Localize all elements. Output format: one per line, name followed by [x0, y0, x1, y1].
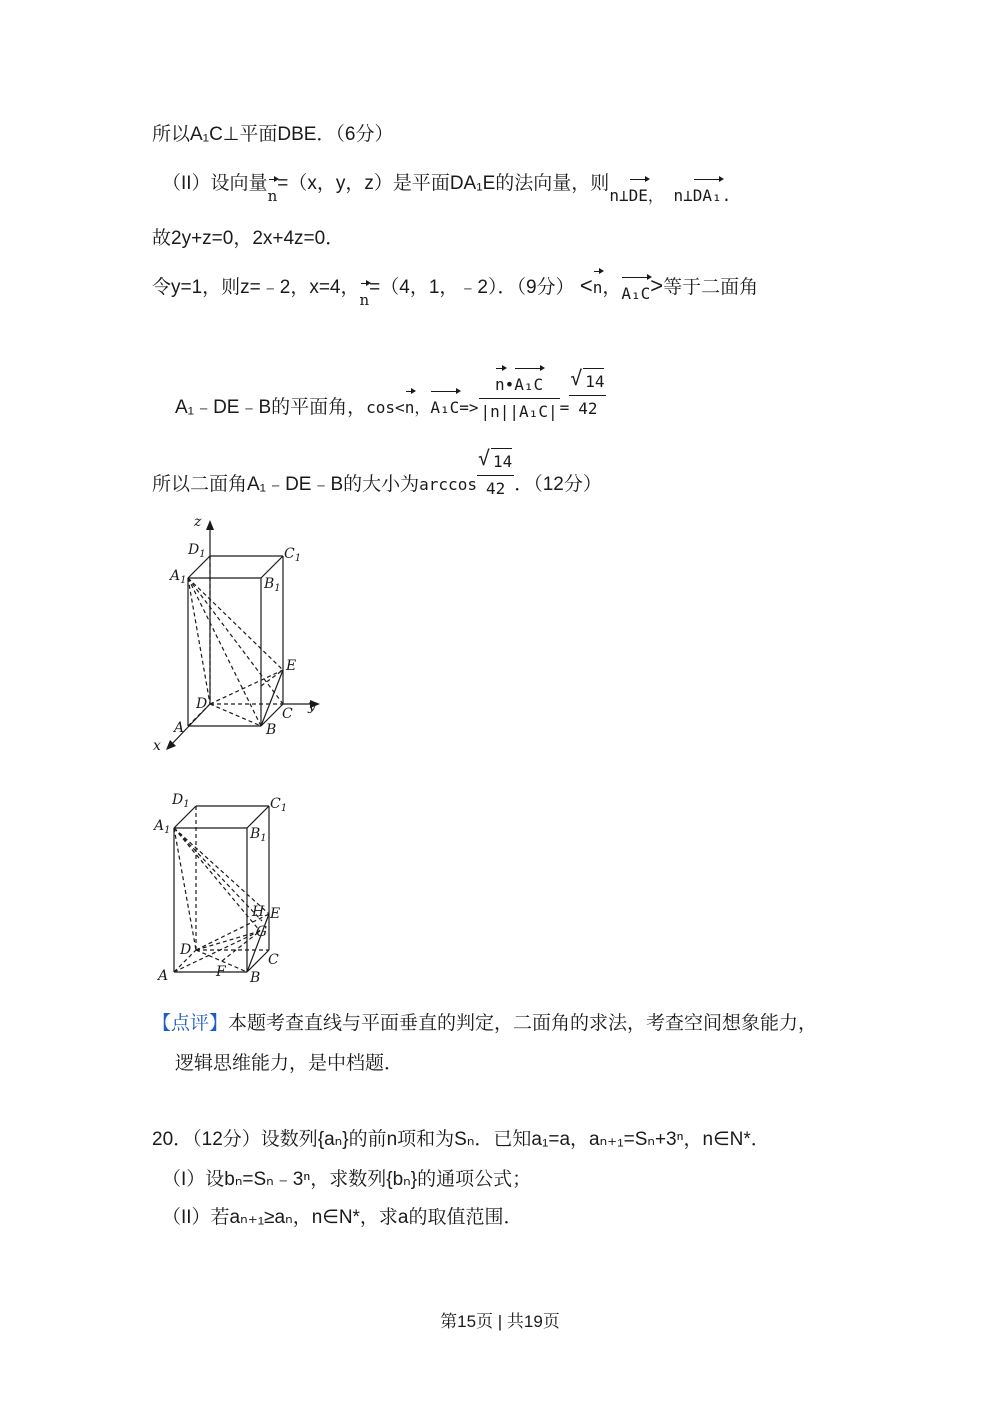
label-h: H [252, 904, 265, 920]
vector-n: n [593, 268, 603, 301]
text: . [721, 186, 732, 205]
solution-line-1: 所以A₁C⊥平面DBE．（6分） [152, 124, 394, 145]
vector-a1c: A₁C [514, 365, 543, 398]
perp-expression [609, 186, 731, 205]
text: ．（12分） [514, 474, 602, 496]
label-a1 [168, 568, 187, 586]
text: cos< [366, 398, 405, 418]
figure-prism-fgh [152, 786, 302, 991]
solution-line-4 [152, 268, 759, 309]
sqrt-value: √ 14 [583, 368, 604, 395]
text: =（x，y，z）是平面DA₁E的法向量，则 [277, 173, 610, 194]
text: B [264, 576, 275, 592]
text: n⊥ [609, 186, 629, 205]
text: C [284, 546, 295, 562]
vector-n: n [405, 388, 415, 421]
vector-a1c: A₁C [621, 274, 650, 307]
text: 1 [280, 803, 288, 814]
label-b1 [263, 576, 281, 594]
question-20-part-2: （II）若aₙ₊₁≥aₙ，n∈N*，求a的取值范围． [162, 1207, 523, 1228]
text: A [170, 568, 181, 584]
text: arccos [419, 475, 477, 495]
solution-line-5 [175, 365, 606, 425]
page-footer: 第15页 | 共19页 [440, 1312, 560, 1331]
arccos-fraction [477, 448, 514, 502]
fraction-denominator: 42 [578, 399, 598, 418]
cos-expression [366, 398, 478, 417]
review-text: 本题考查直线与平面垂直的判定，二面角的求法，考查空间想象能力， [228, 1013, 818, 1034]
text: ， [414, 398, 431, 418]
label-z: z [194, 514, 202, 530]
vector-de: DE [629, 176, 648, 209]
text: 1 [274, 583, 281, 594]
text: => [459, 398, 479, 418]
text: > [650, 273, 664, 298]
vector-n: n [495, 365, 505, 398]
text: A [154, 818, 165, 834]
label-c: C [282, 706, 293, 722]
label-d1 [187, 542, 206, 560]
text: 等于二面角 [663, 277, 759, 298]
cos-fraction [479, 365, 560, 425]
vector-a1c: A₁C [430, 388, 459, 421]
text: 1 [294, 553, 302, 564]
vector-da1: DA₁ [693, 176, 722, 209]
solution-line-3: 故2y+z=0，2x+4z=0． [152, 228, 345, 249]
label-x: x [153, 738, 161, 754]
solution-line-2 [162, 164, 732, 205]
label-g: G [256, 924, 268, 940]
review-line-1 [152, 1011, 817, 1037]
text: 1 [183, 799, 190, 810]
text: < [579, 273, 593, 298]
text: 1 [199, 549, 206, 560]
result-fraction [569, 368, 606, 422]
sqrt-value: √ 14 [491, 448, 512, 475]
text: • [504, 375, 515, 394]
vector-n: n [360, 280, 370, 313]
fraction-numerator [479, 365, 560, 399]
label-c1 [284, 546, 301, 564]
text: 所以二面角A₁﹣DE﹣B的大小为 [152, 474, 420, 496]
text: 1 [164, 825, 171, 836]
label-e: E [270, 906, 281, 922]
review-tag: 【点评】 [152, 1013, 229, 1034]
label-y: y [308, 698, 316, 714]
text: （II）设向量 [162, 173, 268, 194]
figure-prism-axes [148, 510, 328, 755]
label-f: F [216, 964, 226, 980]
label-e: E [286, 658, 297, 674]
vector-n: n [268, 176, 278, 209]
fraction-denominator: |n||A₁C| [480, 402, 558, 421]
fraction-denominator: 42 [485, 479, 506, 498]
label-c1 [270, 796, 287, 814]
review-line-2: 逻辑思维能力，是中档题． [175, 1053, 404, 1074]
label-d1 [171, 792, 190, 810]
label-b1 [249, 826, 267, 844]
label-b: B [266, 722, 277, 738]
label-c: C [268, 952, 279, 968]
label-a: A [158, 968, 169, 984]
label-a1 [152, 818, 171, 836]
text: n⊥ [673, 186, 693, 205]
text: B [250, 826, 261, 842]
fraction-numerator [569, 368, 606, 396]
text: D [172, 792, 184, 808]
question-20-part-1: （I）设bₙ=Sₙ﹣3ⁿ，求数列{bₙ}的通项公式； [162, 1169, 532, 1190]
text: A₁﹣DE﹣B的平面角， [175, 397, 367, 419]
text: ， [647, 186, 664, 205]
text: C [270, 796, 281, 812]
label-a: A [174, 720, 185, 736]
solution-line-6 [152, 448, 602, 504]
question-20-title: 20．（12分）设数列{aₙ}的前n项和为Sₙ．已知a₁=a，aₙ₊₁=Sₙ+3ⁿ，n∈N*． [152, 1129, 770, 1150]
label-d: D [180, 942, 192, 958]
text: D [188, 542, 200, 558]
text: = [559, 398, 570, 418]
text: =（4，1，﹣2）．（9分） [369, 277, 575, 298]
text: 1 [260, 833, 267, 844]
text: 1 [180, 575, 187, 586]
label-d: D [196, 696, 208, 712]
text: 令y=1，则z=﹣2，x=4， [152, 277, 360, 298]
fraction-numerator [477, 448, 514, 476]
label-b: B [250, 970, 261, 986]
text: ， [602, 277, 622, 298]
